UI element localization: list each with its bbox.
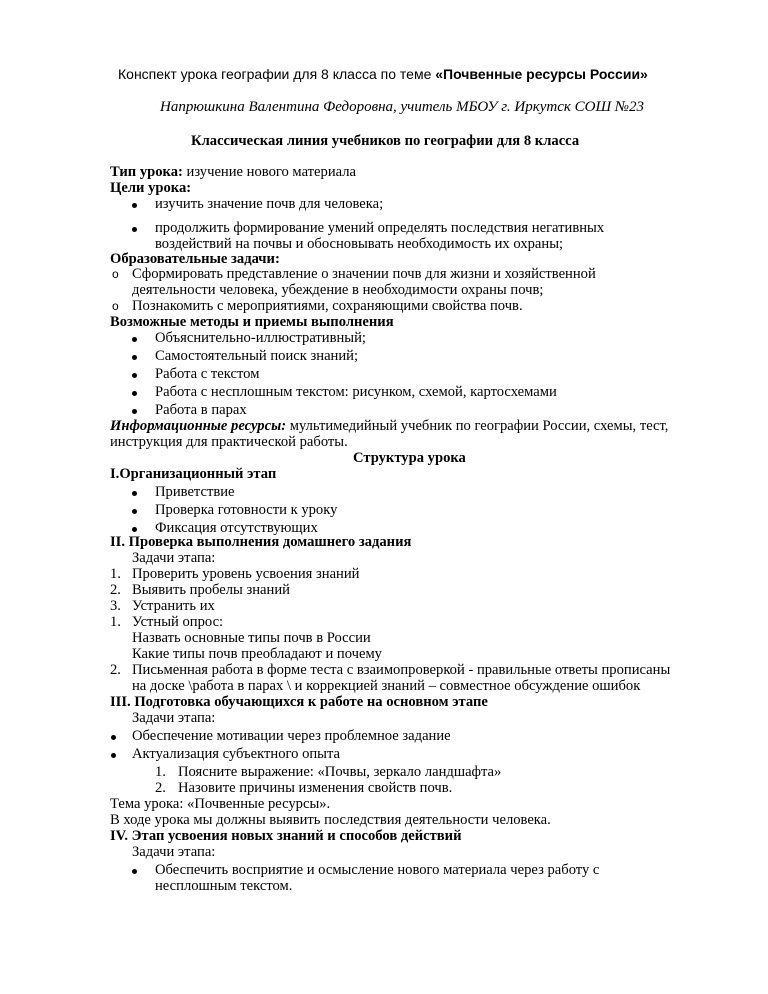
lesson-topic: Тема урока: «Почвенные ресурсы». — [110, 796, 331, 812]
bullet-icon — [132, 509, 137, 514]
method-item: Работа в парах — [155, 402, 247, 418]
resources-continuation: инструкция для практической работы. — [110, 434, 348, 450]
lesson-type — [110, 164, 356, 181]
list-number: 1. — [155, 764, 166, 780]
goals-heading: Цели урока: — [110, 180, 192, 196]
bullet-icon — [132, 527, 137, 532]
stage-2-task: Проверить уровень усвоения знаний — [132, 566, 360, 582]
bullet-icon — [132, 355, 137, 360]
textbook-series: Классическая линия учебников по географии для 8 класса — [191, 133, 580, 149]
stage-4-item: Обеспечить восприятие и осмысление нового материала через работу с — [155, 862, 600, 878]
stage-4-heading: IV. Этап усвоения новых знаний и способов действий — [110, 828, 462, 844]
lesson-title — [118, 66, 648, 83]
stage-3-question: Назовите причины изменения свойств почв. — [178, 780, 453, 796]
stage-3-item: Актуализация субъектного опыта — [132, 746, 341, 762]
list-number: 2. — [110, 582, 121, 598]
bullet-icon — [111, 735, 116, 740]
method-item: Самостоятельный поиск знаний; — [155, 348, 359, 364]
written-work: Письменная работа в форме теста с взаимопроверкой - правильные ответы прописаны — [132, 662, 671, 678]
bullet-icon — [132, 227, 137, 232]
stage-2-tasks-label: Задачи этапа: — [132, 550, 216, 566]
goal-item-continuation: воздействий на почвы и обосновывать необходимость их охраны; — [155, 236, 564, 252]
oral-survey: Устный опрос: — [132, 614, 224, 630]
hollow-bullet-icon: o — [112, 299, 119, 313]
methods-heading: Возможные методы и приемы выполнения — [110, 314, 394, 330]
stage-1-item: Проверка готовности к уроку — [155, 502, 338, 518]
stage-4-tasks-label: Задачи этапа: — [132, 844, 216, 860]
edu-task-item: Сформировать представление о значении почв для жизни и хозяйственной — [132, 266, 596, 282]
method-item: Объяснительно-иллюстративный; — [155, 330, 366, 346]
list-number: 1. — [110, 566, 121, 582]
lesson-type-value: изучение нового материала — [182, 164, 356, 180]
method-item: Работа с текстом — [155, 366, 260, 382]
list-number: 3. — [110, 598, 121, 614]
bullet-icon — [132, 391, 137, 396]
edu-tasks-heading: Образовательные задачи: — [110, 251, 280, 267]
bullet-icon — [132, 491, 137, 496]
lesson-goal: В ходе урока мы должны выявить последствия деятельности человека. — [110, 812, 551, 828]
stage-2-heading: II. Проверка выполнения домашнего задания — [110, 534, 412, 550]
oral-question: Какие типы почв преобладают и почему — [132, 646, 382, 662]
lesson-title-prefix: Конспект урока географии для 8 класса по теме — [118, 66, 436, 82]
stage-3-tasks-label: Задачи этапа: — [132, 710, 216, 726]
edu-task-item-continuation: деятельности человека, убеждение в необходимости охраны почв; — [132, 282, 544, 298]
bullet-icon — [111, 753, 116, 758]
stage-1-item: Приветствие — [155, 484, 235, 500]
list-number: 1. — [110, 614, 121, 630]
stage-2-task: Устранить их — [132, 598, 215, 614]
stage-1-item: Фиксация отсутствующих — [155, 520, 318, 536]
written-work-continuation: на доске \работа в парах \ и коррекцией знаний – совместное обсуждение ошибок — [132, 678, 641, 694]
resources-line — [110, 418, 668, 435]
author-line: Напрюшкина Валентина Федоровна, учитель МБОУ г. Иркутск СОШ №23 — [160, 99, 645, 115]
edu-task-item: Познакомить с мероприятиями, сохраняющими свойства почв. — [132, 298, 523, 314]
method-item: Работа с несплошным текстом: рисунком, схемой, картосхемами — [155, 384, 557, 400]
resources-label: Информационные ресурсы: — [110, 418, 287, 434]
bullet-icon — [132, 869, 137, 874]
bullet-icon — [132, 373, 137, 378]
stage-3-item: Обеспечение мотивации через проблемное задание — [132, 728, 451, 744]
stage-3-question: Поясните выражение: «Почвы, зеркало ландшафта» — [178, 764, 502, 780]
list-number: 2. — [155, 780, 166, 796]
lesson-type-label: Тип урока: — [110, 164, 183, 180]
oral-question: Назвать основные типы почв в России — [132, 630, 371, 646]
stage-4-item-continuation: несплошным текстом. — [155, 878, 293, 894]
structure-title: Структура урока — [353, 450, 466, 466]
hollow-bullet-icon: o — [112, 267, 119, 281]
list-number: 2. — [110, 662, 121, 678]
stage-3-heading: III. Подготовка обучающихся к работе на основном этапе — [110, 694, 488, 710]
goal-item: продолжить формирование умений определять последствия негативных — [155, 220, 605, 236]
stage-2-task: Выявить пробелы знаний — [132, 582, 290, 598]
bullet-icon — [132, 409, 137, 414]
lesson-title-topic: «Почвенные ресурсы России» — [435, 66, 648, 82]
goal-item: изучить значение почв для человека; — [155, 196, 384, 212]
resources-value: мультимедийный учебник по географии России, схемы, тест, — [286, 418, 669, 434]
bullet-icon — [132, 203, 137, 208]
stage-1-heading: I.Организационный этап — [110, 466, 277, 482]
bullet-icon — [132, 337, 137, 342]
